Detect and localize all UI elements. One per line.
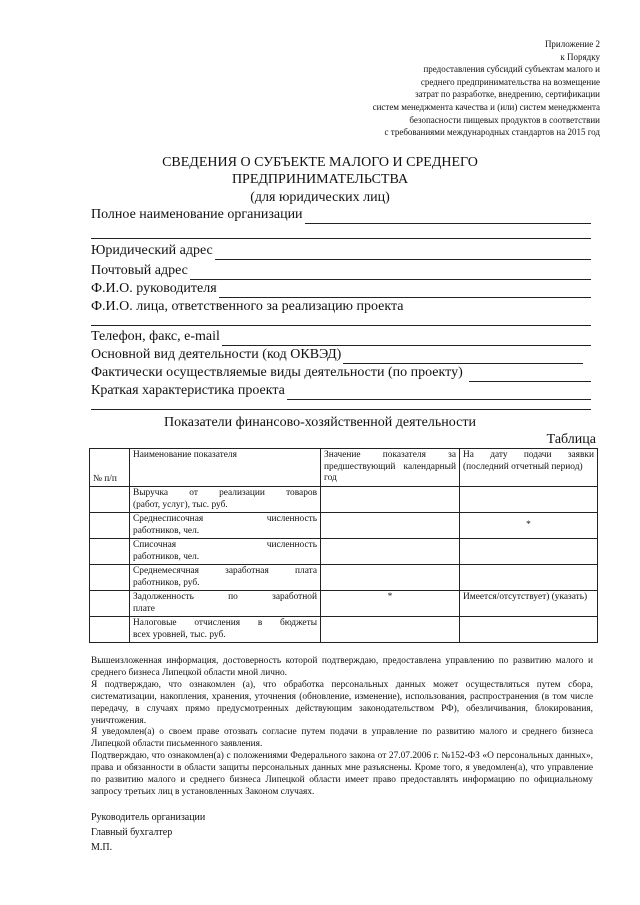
appendix-line: к Порядку [560,51,600,62]
cell-num[interactable] [90,487,130,513]
consent-notes [91,656,593,799]
brief-label: Краткая характеристика проекта [91,383,285,398]
appendix-line: Приложение 2 [544,39,600,49]
head-name-field[interactable] [91,280,591,298]
responsible-name-line[interactable] [91,325,591,326]
legal-address-field[interactable] [91,242,591,260]
note-paragraph: Я подтверждаю, что ознакомлен (а), что обработка персональных данных может осуществляться путем сбора, систематизации, накопления, хранения, уточнения (обновление, изменение), использования, распространения (в том числе передачу, в случаях прямо предусмотренных действующим законодательством РФ), обезличивания, блокирования, уничтожения. [91,679,593,726]
postal-address-label: Почтовый адрес [91,263,188,278]
table-row [90,565,598,591]
phone-label: Телефон, факс, e-mail [91,329,220,344]
cell-num[interactable] [90,591,130,617]
full-name-field[interactable] [91,206,591,224]
cell-current-value[interactable] [460,539,598,565]
table-row [90,617,598,643]
brief-field[interactable] [91,382,591,400]
appendix-line: среднего предпринимательства на возмещение [420,76,600,87]
cell-indicator: Задолженность по заработной плате [130,591,321,617]
phone-field[interactable] [91,328,591,346]
cell-num[interactable] [90,565,130,591]
full-name-extra-line[interactable] [91,238,591,239]
appendix-line: безопасности пищевых продуктов в соответствии [409,114,600,125]
signature-head: Руководитель организации [91,812,206,823]
cell-current-value[interactable] [460,617,598,643]
legal-address-label: Юридический адрес [91,243,213,258]
table-label: Таблица [546,432,596,447]
cell-indicator: Списочная численность работников, чел. [130,539,321,565]
responsible-name-field[interactable] [91,298,591,316]
cell-current-value[interactable]: Имеется/отсутствует) (указать) [460,591,598,617]
responsible-name-label: Ф.И.О. лица, ответственного за реализацию проекта [91,299,404,314]
actual-activity-field[interactable] [91,364,591,382]
cell-indicator: Среднемесячная заработная плата работников, руб. [130,565,321,591]
financial-table [89,448,598,643]
document-title-line2: ПРЕДПРИНИМАТЕЛЬСТВА [231,172,409,187]
table-header-row [90,449,598,487]
appendix-line: предоставления субсидий субъектам малого и [423,64,600,75]
cell-indicator: Налоговые отчисления в бюджеты всех уровней, тыс. руб. [130,617,321,643]
document-title: СВЕДЕНИЯ О СУБЪЕКТЕ МАЛОГО И СРЕДНЕГО [162,155,478,170]
header-prev: Значение показателя за предшествующий календарный год [321,449,460,487]
note-paragraph: Подтверждаю, что ознакомлен(а) с положениями Федерального закона от 27.07.2006 г. №152-ФЗ «О персональных данных», права и обязанности в области защиты персональных данных мне разъяснены. Кроме того, я уведомлен(а), что управление по развитию малого и среднего бизнеса Липецкой области имеет право предоставлять информацию по официальному запросу третьих лиц в установленных Законом случаях. [91,751,593,797]
table-row [90,487,598,513]
cell-num[interactable] [90,539,130,565]
table-row [90,591,598,617]
header-num: № п/п [90,449,130,487]
note-paragraph: Я уведомлен(а) о своем праве отозвать согласие путем подачи в управление по развитию малого и среднего бизнеса Липецкой области письменного заявления. [91,727,593,750]
cell-prev-value[interactable] [321,539,460,565]
header-name: Наименование показателя [130,449,321,487]
cell-current-value[interactable]: * [460,513,598,539]
cell-current-value[interactable] [460,565,598,591]
actual-activity-label: Фактически осуществляемые виды деятельности (по проекту) [91,365,463,380]
brief-extra-line[interactable] [91,409,591,410]
full-name-label: Полное наименование организации [91,207,303,222]
cell-prev-value[interactable] [321,617,460,643]
table-row [90,539,598,565]
cell-current-value[interactable] [460,487,598,513]
appendix-line: с требованиями международных стандартов на 2015 год [384,127,600,138]
cell-num[interactable] [90,513,130,539]
signature-accountant: Главный бухгалтер [91,827,173,838]
header-current: На дату подачи заявки (последний отчетный период) [460,449,598,487]
section-title: Показатели финансово-хозяйственной деятельности [164,415,476,430]
appendix-header [300,38,600,139]
main-activity-field[interactable] [91,346,591,364]
document-subtitle: (для юридических лиц) [250,190,390,205]
cell-prev-value[interactable] [321,565,460,591]
cell-prev-value[interactable] [321,487,460,513]
cell-prev-value[interactable]: * [321,591,460,617]
head-name-label: Ф.И.О. руководителя [91,281,217,296]
appendix-line: систем менеджмента качества и (или) систем менеджмента [372,101,600,112]
postal-address-field[interactable] [91,262,591,280]
cell-num[interactable] [90,617,130,643]
table-row [90,513,598,539]
cell-indicator: Выручка от реализации товаров (работ, услуг), тыс. руб. [130,487,321,513]
cell-indicator: Среднесписочная численность работников, чел. [130,513,321,539]
note-paragraph: Вышеизложенная информация, достоверность которой подтверждаю, предоставлена управлению по развитию малого и среднего бизнеса Липецкой области мной лично. [91,656,593,678]
cell-prev-value[interactable] [321,513,460,539]
appendix-line: затрат по разработке, внедрению, сертификации [415,89,600,100]
main-activity-label: Основной вид деятельности (код ОКВЭД) [91,347,342,362]
stamp-place: М.П. [91,842,113,853]
